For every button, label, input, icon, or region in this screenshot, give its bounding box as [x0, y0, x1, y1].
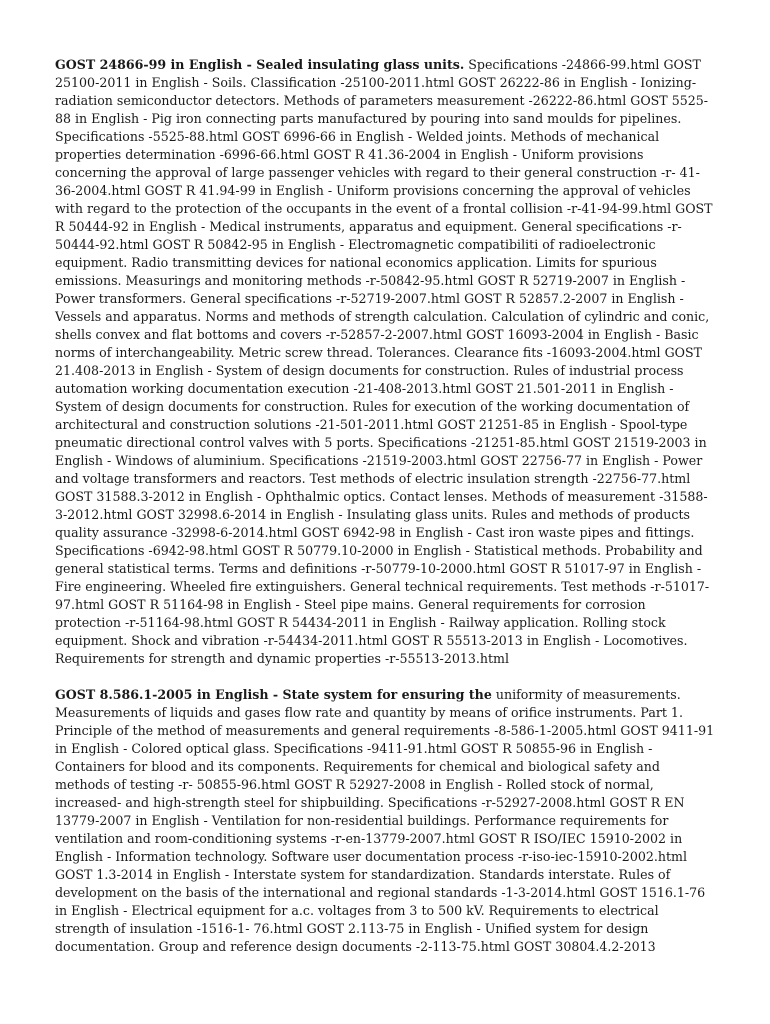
paragraph-2-body: uniformity of measurements. Measurements of liquids and gases flow rate and quantity by means of orifice instruments. Part 1. Principle of the method of measurements and general requirements -8-586-1-2005.html GOST 9411-91 in English - Colored optical glass. Specifications -9411-91.html GOST R 50855-96 in English - Containers for blood and its components. Requirements for chemical and biological safety and methods of testing -r- 50855-96.html GOST R 52927-2008 in English - Rolled stock of normal, increased- and high-strength steel for shipbuilding. Specifications -r-52927-2008.html GOST R EN 13779-2007 in English - Ventilation for non-residential buildings. Performance requirements for ventilation and room-conditioning systems -r-en-13779-2007.html GOST R ISO/IEC 15910-2002 in English - Information technology. Software user documentation process -r-iso-iec-15910-2002.html GOST 1.3-2014 in English - Interstate system for standardization. Standards interstate. Rules of development on the basis of the international and regional standards -1-3-2014.html GOST 1516.1-76 in English - Electrical equipment for a.c. voltages from 3 to 500 kV. Requirements to electrical strength of insulation -1516-1- 76.html GOST 2.113-75 in English - Unified system for design documentation. Group and reference design documents -2-113-75.html GOST 30804.4.2-2013 [55, 687, 715, 954]
paragraph-2 [55, 686, 715, 956]
paragraph-1-body: Specifications -24866-99.html GOST 25100-2011 in English - Soils. Classification -25100-2011.html GOST 26222-86 in English - Ionizing-radiation semiconductor detectors. Methods of parameters measurement -26222-86.html GOST 5525-88 in English - Pig iron connecting parts manufactured by pouring into sand moulds for pipelines. Specifications -5525-88.html GOST 6996-66 in English - Welded joints. Methods of mechanical properties determination -6996-66.html GOST R 41.36-2004 in English - Uniform provisions concerning the approval of large passenger vehicles with regard to their general construction -r- 41-36-2004.html GOST R 41.94-99 in English - Uniform provisions concerning the approval of vehicles with regard to the protection of the occupants in the event of a frontal collision -r-41-94-99.html GOST R 50444-92 in English - Medical instruments, apparatus and equipment. General specifications -r-50444-92.html GOST R 50842-95 in English - Electromagnetic compatibiliti of radioelectronic equipment. Radio transmitting devices for national economics application. Limits for spurious emissions. Measurings and monitoring methods -r-50842-95.html GOST R 52719-2007 in English - Power transformers. General specifications -r-52719-2007.html GOST R 52857.2-2007 in English - Vessels and apparatus. Norms and methods of strength calculation. Calculation of cylindric and conic, shells convex and flat bottoms and covers -r-52857-2-2007.html GOST 16093-2004 in English - Basic norms of interchangeability. Metric screw thread. Tolerances. Clearance fits -16093-2004.html GOST 21.408-2013 in English - System of design documents for construction. Rules of industrial process automation working documentation execution -21-408-2013.html GOST 21.501-2011 in English - System of design documents for construction. Rules for execution of the working documentation of architectural and construction solutions -21-501-2011.html GOST 21251-85 in English - Spool-type pneumatic directional control valves with 5 ports. Specifications -21251-85.html GOST 21519-2003 in English - Windows of aluminium. Specifications -21519-2003.html GOST 22756-77 in English - Power and voltage transformers and reactors. Test methods of electric insulation strength -22756-77.html GOST 31588.3-2012 in English - Ophthalmic optics. Contact lenses. Methods of measurement -31588-3-2012.html GOST 32998.6-2014 in English - Insulating glass units. Rules and methods of products quality assurance -32998-6-2014.html GOST 6942-98 in English - Cast iron waste pipes and fittings. Specifications -6942-98.html GOST R 50779.10-2000 in English - Statistical methods. Probability and general statistical terms. Terms and definitions -r-50779-10-2000.html GOST R 51017-97 in English - Fire engineering. Wheeled fire extinguishers. General technical requirements. Test methods -r-51017-97.html GOST R 51164-98 in English - Steel pipe mains. General requirements for corrosion protection -r-51164-98.html GOST R 54434-2011 in English - Railway application. Rolling stock equipment. Shock and vibration -r-54434-2011.html GOST R 55513-2013 in English - Locomotives. Requirements for strength and dynamic properties -r-55513-2013.html [55, 57, 713, 666]
document-page [55, 56, 715, 974]
paragraph-1-lead: GOST 24866-99 in English - Sealed insulating glass units. [55, 57, 465, 72]
paragraph-1 [55, 56, 715, 668]
paragraph-2-lead: GOST 8.586.1-2005 in English - State system for ensuring the [55, 687, 492, 702]
